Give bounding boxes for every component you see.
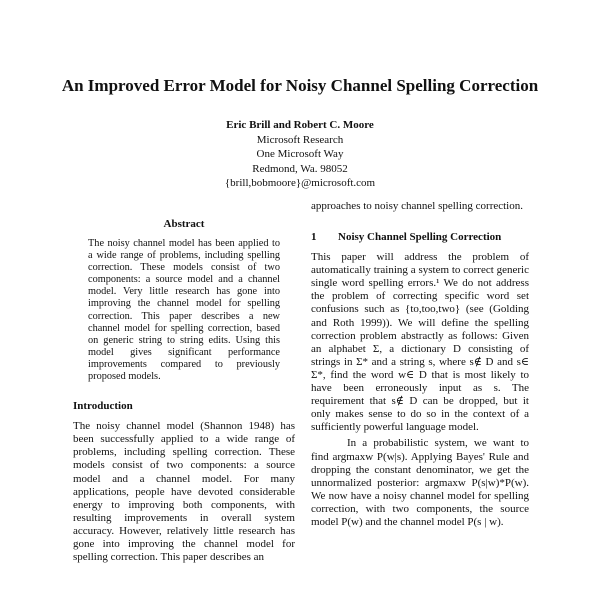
author-city: Redmond, Wa. 98052 <box>252 162 348 175</box>
introduction-text: The noisy channel model (Shannon 1948) has been successfully applied to a wide range of problems, including spelling correction. These models consist of two components: a source model and a channel model. For many applications, people have devoted considerable energy to improving both components, with resulting improvements in overall system accuracy. However, relatively little research has gone into improving the channel model for spelling correction. This paper describes an <box>73 420 295 564</box>
abstract-heading: Abstract <box>163 218 205 230</box>
author-names: Eric Brill and Robert C. Moore <box>226 119 374 131</box>
right-column <box>311 200 529 529</box>
section-1-heading <box>311 231 529 243</box>
abstract-text: The noisy channel model has been applied to a wide range of problems, including spelling correction. These models consist of two components: a source model and a channel model. Very little research has gone into improving the channel model for spelling correction. This paper describes a new channel model for spelling correction, based on generic string to string edits. Using this model gives significant performance improvements compared to previously proposed models. <box>88 238 280 383</box>
author-affiliation: Microsoft Research <box>256 133 344 146</box>
paper-title: An Improved Error Model for Noisy Channel Spelling Correction <box>61 76 539 95</box>
section-1-title: Noisy Channel Spelling Correction <box>338 231 502 244</box>
section-1-paragraph-1: This paper will address the problem of automatically training a system to correct generic single word spelling errors.¹ We do not address the problem of correcting specific word set confusions such as {to,too,two} (see (Golding and Roth 1999)). We will define the spelling correction problem abstractly as follows: Given an alphabet Σ, a dictionary D consisting of strings in Σ* and a string s, where s∉ D and s∈ Σ*, find the word w∈ D that is most likely to have been erroneously input as s. The requirement that s∉ D can be dropped, but it only makes sense to do so in the context of a sufficiently powerful language model. <box>311 251 529 434</box>
author-block <box>150 118 450 191</box>
introduction-heading: Introduction <box>73 400 133 413</box>
author-email: {brill,bobmoore}@microsoft.com <box>224 177 376 189</box>
section-1-paragraph-2: In a probabilistic system, we want to find argmaxw P(w|s). Applying Bayes' Rule and dropping the constant denominator, we get the unnormalized posterior: argmaxw P(s|w)*P(w). We now have a noisy channel model for spelling correction, with two components, the source model P(w) and the channel model P(s | w). <box>311 437 529 528</box>
section-1-number: 1 <box>311 231 317 244</box>
continuation-text: approaches to noisy channel spelling correction. <box>311 200 523 212</box>
left-column <box>73 200 295 564</box>
author-street: One Microsoft Way <box>256 148 344 160</box>
